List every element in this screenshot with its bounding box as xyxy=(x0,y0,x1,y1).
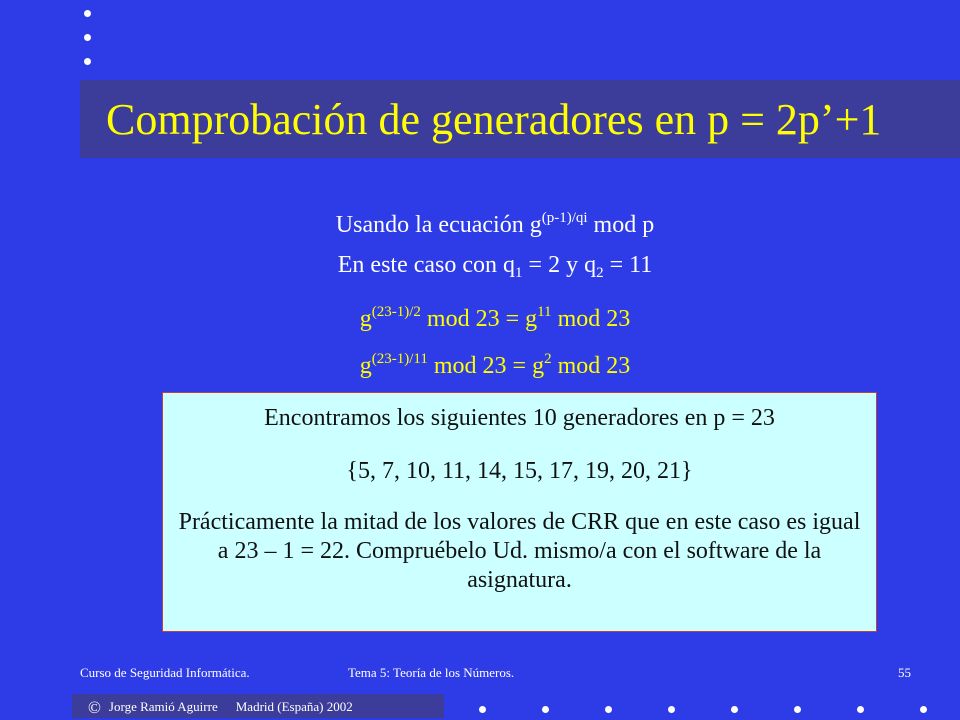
line4-sup-1: (23-1)/11 xyxy=(371,351,428,367)
copyright-bar xyxy=(72,694,444,718)
footer-page-number: 55 xyxy=(898,665,911,680)
title-bar xyxy=(80,80,960,158)
line4-text-c: mod 23 xyxy=(551,353,631,379)
equation-line-4 xyxy=(0,336,960,383)
line2-sub-1: 1 xyxy=(515,265,523,281)
line3-text-b: mod 23 = g xyxy=(420,306,538,332)
line1-text: Usando la ecuación g xyxy=(335,212,542,238)
footer-topic: Tema 5: Teoría de los Números. xyxy=(348,665,515,680)
line4-text-a: g xyxy=(359,353,372,379)
vertical-dots-decoration xyxy=(84,10,94,82)
equation-line-3 xyxy=(0,289,960,336)
line4-text-b: mod 23 = g xyxy=(427,353,545,379)
line4-sup-2: 2 xyxy=(544,351,552,367)
line2-sub-2: 2 xyxy=(596,265,604,281)
line2-text-b: = 2 y q xyxy=(522,252,597,278)
footer-place: Madrid (España) 2002 xyxy=(235,699,353,714)
line3-sup-1: (23-1)/2 xyxy=(371,304,421,320)
line3-text-a: g xyxy=(359,306,372,332)
equation-line-2 xyxy=(0,242,960,289)
line2-text-c: = 11 xyxy=(603,252,653,278)
line2-text-a: En este caso con q xyxy=(337,252,516,278)
line3-sup-2: 11 xyxy=(537,304,552,320)
equation-lines xyxy=(0,195,960,383)
footer-author: Jorge Ramió Aguirre xyxy=(108,699,218,714)
line1-text-end: mod p xyxy=(587,212,655,238)
box-line-conclusion: Prácticamente la mitad de los valores de CRR que en este caso es igual a 23 – 1 = 22. Compruébelo Ud. mismo/a con el software de la asignatura. xyxy=(178,509,861,593)
copyright-text xyxy=(88,698,353,718)
result-box xyxy=(162,392,877,632)
box-line-generators-found: Encontramos los siguientes 10 generadores en p = 23 xyxy=(264,405,775,431)
line3-text-c: mod 23 xyxy=(551,306,631,332)
copyright-icon: © xyxy=(88,698,101,717)
footer-course: Curso de Seguridad Informática. xyxy=(80,665,250,680)
line1-exponent: (p-1)/qi xyxy=(541,210,588,226)
box-line-generator-set: {5, 7, 10, 11, 14, 15, 17, 19, 20, 21} xyxy=(346,458,693,484)
equation-line-1 xyxy=(0,195,960,242)
slide-title: Comprobación de generadores en p = 2p’+1 xyxy=(106,95,882,144)
